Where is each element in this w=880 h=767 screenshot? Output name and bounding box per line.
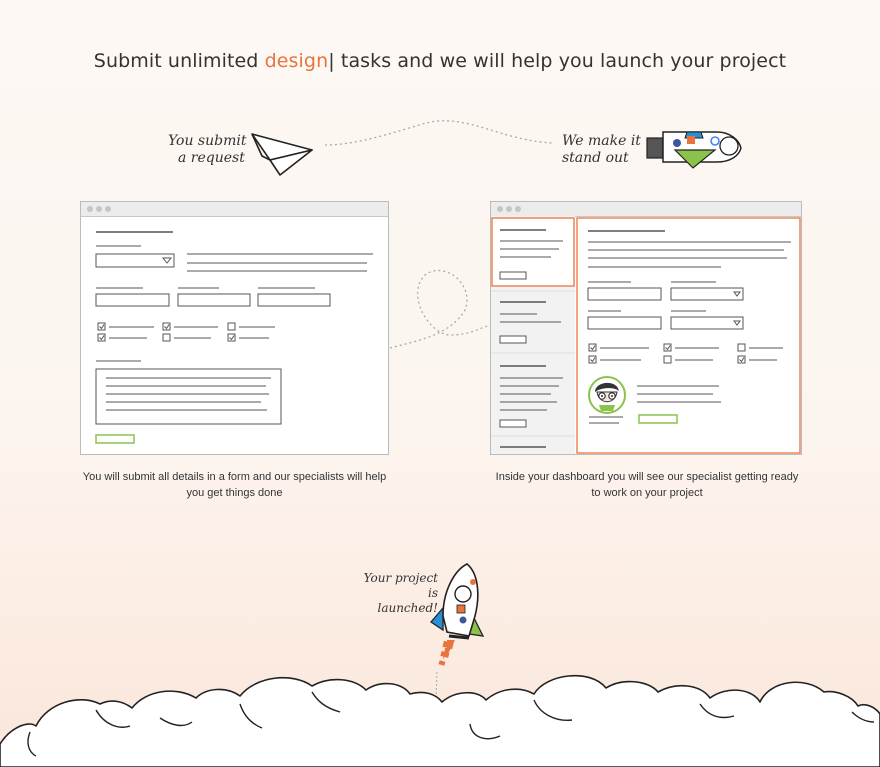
window-dot-icon [515,206,521,212]
window-title-bar [491,202,801,217]
form-wireframe [81,216,390,454]
paper-plane-icon [250,130,315,178]
dashboard-caption: Inside your dashboard you will see our specialist getting ready to work on your project [495,471,799,499]
rocket-ship-icon [645,124,745,170]
stand-out-note [562,133,641,167]
headline-accent: design [264,50,329,72]
submit-note-line1: You submit [168,133,247,149]
form-caption: You will submit all details in a form and our specialists will help you get things done [82,471,387,499]
submit-note-line2: a request [178,150,245,166]
form-window [80,201,389,455]
submit-request-note [168,133,246,167]
window-dot-icon [506,206,512,212]
cloud-icon [0,668,880,767]
dashboard-wireframe [491,216,803,454]
launch-note-line2: launched! [377,601,438,615]
launch-note-line1: Your project is [363,571,438,600]
window-title-bar [81,202,388,217]
window-dot-icon [497,206,503,212]
window-dot-icon [87,206,93,212]
headline-after: | tasks and we will help you launch your project [328,50,787,72]
window-dot-icon [96,206,102,212]
specialist-avatar-icon [587,375,627,415]
headline-before: Submit unlimited [93,50,265,72]
standout-note-line1: We make it [562,133,641,149]
window-dot-icon [105,206,111,212]
standout-note-line2: stand out [562,150,629,166]
dashboard-window [490,201,802,455]
